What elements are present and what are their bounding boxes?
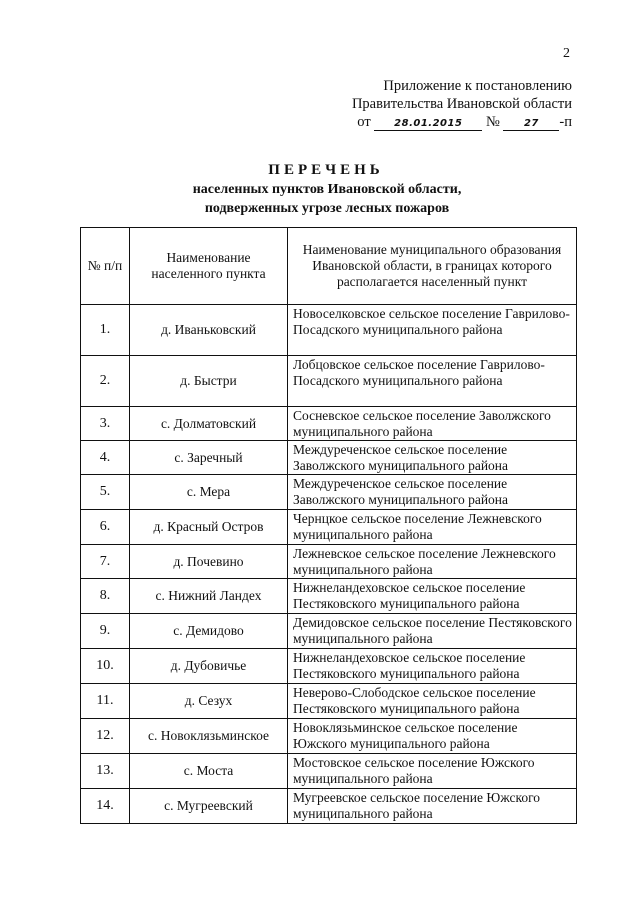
table-row — [81, 475, 577, 510]
row-name: д. Почевино — [130, 545, 288, 579]
page-number: 2 — [563, 46, 570, 61]
table-row — [81, 545, 577, 579]
row-municipality: Мугреевское сельское поселение Южского муниципального района — [288, 789, 577, 824]
row-num: 4. — [81, 441, 130, 475]
row-municipality: Сосневское сельское поселение Заволжского муниципального района — [288, 407, 577, 441]
row-num: 3. — [81, 407, 130, 441]
row-name: с. Долматовский — [130, 407, 288, 441]
from-label: от — [357, 114, 371, 130]
row-num: 14. — [81, 789, 130, 824]
header-num: № п/п — [81, 228, 130, 305]
table-row — [81, 407, 577, 441]
row-num: 7. — [81, 545, 130, 579]
table-row — [81, 684, 577, 719]
handwritten-date: 28.01.2015 — [374, 118, 482, 131]
row-num: 2. — [81, 356, 130, 407]
row-num: 9. — [81, 614, 130, 649]
row-name: с. Новоклязьминское — [130, 719, 288, 754]
table-row — [81, 719, 577, 754]
row-num: 10. — [81, 649, 130, 684]
handwritten-number: 27 — [503, 118, 559, 131]
settlements-table — [80, 227, 577, 824]
row-name: с. Заречный — [130, 441, 288, 475]
table-row — [81, 649, 577, 684]
row-municipality: Демидовское сельское поселение Пестяковского муниципального района — [288, 614, 577, 649]
row-municipality: Новоклязьминское сельское поселение Южского муниципального района — [288, 719, 577, 754]
row-municipality: Лобцовское сельское поселение Гаврилово-Посадского муниципального района — [288, 356, 577, 407]
number-label: № — [485, 114, 500, 130]
table-header-row — [81, 228, 577, 305]
table-row — [81, 356, 577, 407]
table-row — [81, 510, 577, 545]
row-num: 12. — [81, 719, 130, 754]
document-title — [0, 160, 640, 218]
header-municipality: Наименование муниципального образования Ивановской области, в границах которого располагается населенный пункт — [288, 228, 577, 305]
row-name: д. Сезух — [130, 684, 288, 719]
table-row — [81, 441, 577, 475]
row-num: 11. — [81, 684, 130, 719]
header-name: Наименование населенного пункта — [130, 228, 288, 305]
row-municipality: Нижнеландеховское сельское поселение Пестяковского муниципального района — [288, 649, 577, 684]
appendix-line-3 — [352, 113, 572, 131]
row-name: с. Мугреевский — [130, 789, 288, 824]
row-municipality: Неверово-Слободское сельское поселение Пестяковского муниципального района — [288, 684, 577, 719]
row-municipality: Новоселковское сельское поселение Гаврилово-Посадского муниципального района — [288, 305, 577, 356]
row-num: 1. — [81, 305, 130, 356]
table-row — [81, 754, 577, 789]
row-municipality: Междуреченское сельское поселение Заволжского муниципального района — [288, 475, 577, 510]
title-main: ПЕРЕЧЕНЬ — [268, 162, 384, 178]
row-municipality: Мостовское сельское поселение Южского муниципального района — [288, 754, 577, 789]
table-row — [81, 614, 577, 649]
row-name: д. Быстри — [130, 356, 288, 407]
row-municipality: Междуреченское сельское поселение Заволжского муниципального района — [288, 441, 577, 475]
number-suffix: -п — [559, 114, 572, 130]
row-num: 5. — [81, 475, 130, 510]
row-num: 8. — [81, 579, 130, 614]
row-num: 6. — [81, 510, 130, 545]
row-municipality: Лежневское сельское поселение Лежневского муниципального района — [288, 545, 577, 579]
table-row — [81, 789, 577, 824]
row-municipality: Чернцкое сельское поселение Лежневского муниципального района — [288, 510, 577, 545]
row-name: с. Демидово — [130, 614, 288, 649]
table-row — [81, 579, 577, 614]
appendix-block — [352, 77, 572, 131]
row-name: с. Моста — [130, 754, 288, 789]
row-municipality: Нижнеландеховское сельское поселение Пестяковского муниципального района — [288, 579, 577, 614]
row-name: д. Дубовичье — [130, 649, 288, 684]
row-num: 13. — [81, 754, 130, 789]
row-name: д. Красный Остров — [130, 510, 288, 545]
row-name: с. Мера — [130, 475, 288, 510]
table-row — [81, 305, 577, 356]
row-name: д. Иваньковский — [130, 305, 288, 356]
title-sub-1: населенных пунктов Ивановской области, — [192, 182, 462, 197]
row-name: с. Нижний Ландех — [130, 579, 288, 614]
appendix-line-2: Правительства Ивановской области — [351, 96, 572, 112]
appendix-line-1: Приложение к постановлению — [383, 78, 572, 94]
title-sub-2: подверженных угрозе лесных пожаров — [204, 201, 450, 216]
